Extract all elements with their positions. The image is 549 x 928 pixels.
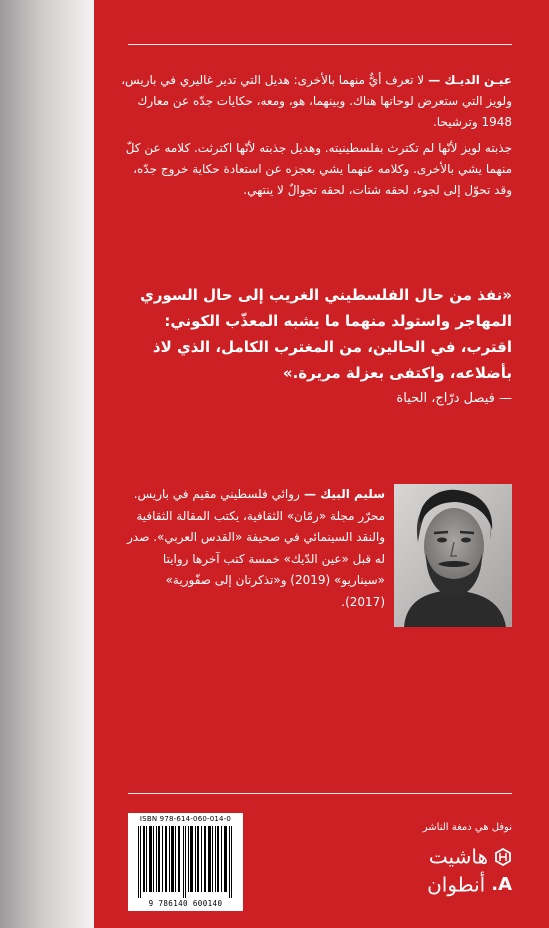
quote-text: «نفذ من حال الفلسطيني الغريب إلى حال السوري المهاجر واستولد منهما ما يشبه المعذّب الكوني: اقترب، في الحالين، من المغترب الكامل، الذي لاذ بأضلاعه، واكتفى بعزلة مريرة.» (140, 286, 512, 382)
book-spine-edge (0, 0, 94, 928)
publisher-tagline: نوفل هي دمغة الناشر (422, 822, 512, 833)
barcode-bars (136, 826, 236, 898)
book-blurb (120, 70, 512, 206)
author-bio (120, 484, 385, 613)
blurb-text-1: لا تعرف أيٌّ منهما بالأخرى: هديل التي تدير غاليري في باريس، ولويز التي ستعرض لوحاتها هناك. وبينهما، هو، ومعه، حكايات جدّه عن معارك 1948 وترشيحا. (121, 73, 512, 129)
book-title: عيـن الديـك (444, 73, 512, 87)
quote-source: — فيصل درّاج، الحياة (396, 391, 512, 406)
publisher-name-antoine: أنطوان (427, 872, 486, 897)
bottom-divider (128, 793, 512, 794)
publisher-name-hachette: هاشيت (428, 844, 488, 869)
blurb-paragraph-1 (120, 70, 512, 133)
blurb-paragraph-2: جذبته لويز لأنّها لم تكترث بفلسطينيته. وهديل جذبته لأنّها اكترثت. كلامه عن كلّ منهما يشي بالأخرى. وكلامه عنهما يشي بعجزه عن استعادة حكاية خروج جدّه، وقد تحوّل إلى لجوء، لحقه شتات، لحقه تجوالٌ لا ينتهي. (125, 141, 512, 197)
author-dash: — (299, 487, 321, 501)
hachette-hex-icon (494, 848, 512, 866)
publisher-row-antoine (340, 870, 512, 898)
author-name: سليم البيك (320, 487, 385, 501)
publisher-row-hachette (340, 842, 512, 870)
top-divider (128, 44, 512, 45)
publisher-logo (340, 842, 512, 898)
title-dash: — (424, 73, 445, 87)
barcode-number: 9 786140 600140 (148, 899, 223, 908)
isbn-barcode (128, 813, 243, 911)
bio-text: روائي فلسطيني مقيم في باريس. محرّر مجلة «رمّان» الثقافية، يكتب المقالة الثقافية والنقد السينمائي في صحيفة «القدس العربي». صدر له قبل «عين الدّيك» خمسة كتب آخرها روايتا «سيناريو» (2019) و«تذكرتان إلى صفّورية» (2017). (127, 487, 385, 609)
review-quote (120, 282, 512, 410)
bio-paragraph (120, 484, 385, 613)
isbn-number: ISBN 978-614-060-014-0 (139, 815, 232, 823)
antoine-logo-mark: A. (491, 873, 512, 895)
author-photo (394, 484, 512, 627)
